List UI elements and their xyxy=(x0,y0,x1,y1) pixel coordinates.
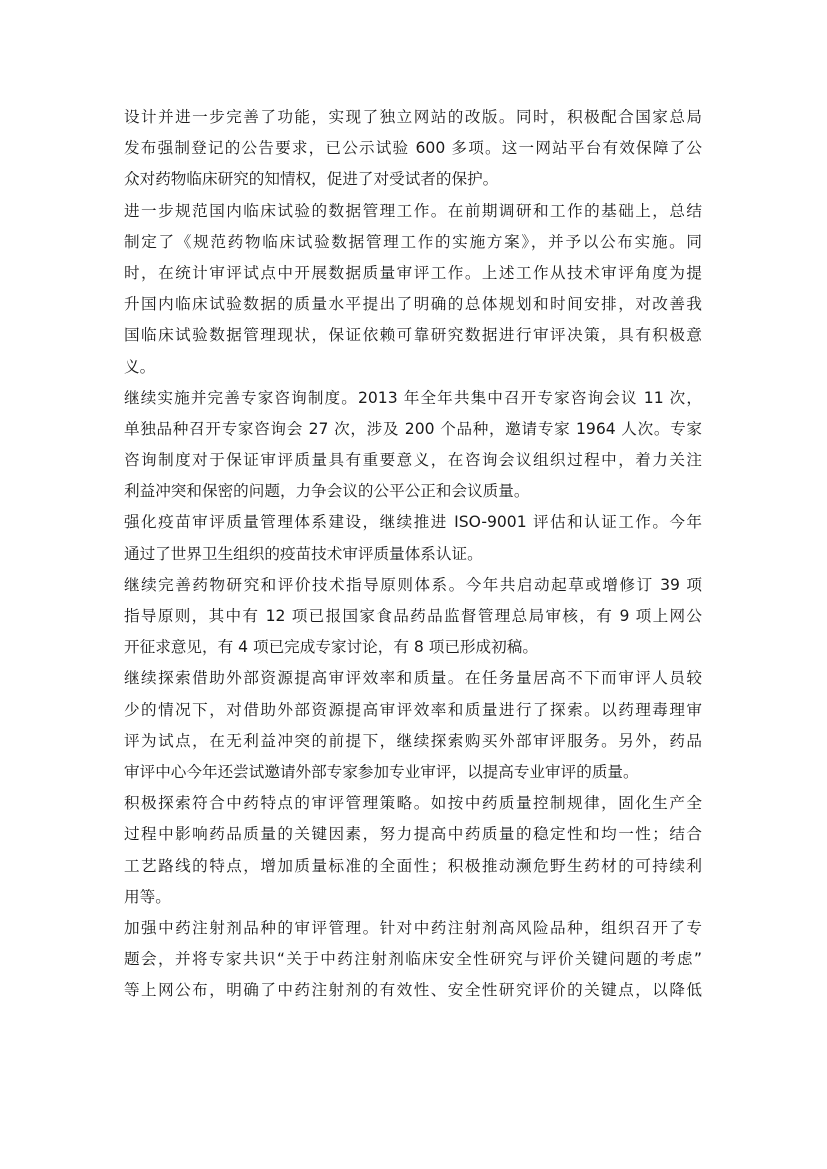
text-line: 众对药物临床研究的知情权，促进了对受试者的保护。 xyxy=(124,170,499,189)
text-line: 开征求意见，有 4 项已完成专家讨论，有 8 项已形成初稿。 xyxy=(124,638,538,657)
text-line: 评为试点，在无利益冲突的前提下，继续探索购买外部审评服务。另外，药品 xyxy=(124,731,702,750)
paragraph xyxy=(124,913,702,1007)
text-line: 指导原则，其中有 12 项已报国家食品药品监督管理总局审核，有 9 项上网公 xyxy=(124,607,702,625)
text-line: 升国内临床试验数据的质量水平提出了明确的总体规划和时间安排，对改善我 xyxy=(124,295,702,314)
text-line: 咨询制度对于保证审评质量具有重要意义，在咨询会议组织过程中，着力关注 xyxy=(124,451,702,470)
text-line: 国临床试验数据管理现状，保证依赖可靠研究数据进行审评决策，具有积极意 xyxy=(124,326,702,345)
text-line: 过程中影响药品质量的关键因素，努力提高中药质量的稳定性和均一性；结合 xyxy=(124,825,702,844)
text-line: 加强中药注射剂品种的审评管理。针对中药注射剂高风险品种，组织召开了专 xyxy=(124,918,702,937)
paragraph xyxy=(124,570,702,664)
text-line: 单独品种召开专家咨询会 27 次，涉及 200 个品种，邀请专家 1964 人次。专家 xyxy=(124,419,702,438)
text-line: 用等。 xyxy=(124,887,171,906)
text-line: 题会，并将专家共识“关于中药注射剂临床安全性研究与评价关键问题的考虑” xyxy=(124,950,702,969)
text-line: 积极探索符合中药特点的审评管理策略。如按中药质量控制规律，固化生产全 xyxy=(124,794,702,813)
text-line: 继续实施并完善专家咨询制度。2013 年全年共集中召开专家咨询会议 11 次， xyxy=(124,388,702,407)
text-line: 强化疫苗审评质量管理体系建设，继续推进 ISO-9001 评估和认证工作。今年 xyxy=(124,513,702,532)
text-line: 等上网公布，明确了中药注射剂的有效性、安全性研究评价的关键点，以降低 xyxy=(124,981,702,1000)
paragraph xyxy=(124,102,702,196)
text-line: 继续完善药物研究和评价技术指导原则体系。今年共启动起草或增修订 39 项 xyxy=(124,575,702,594)
paragraph xyxy=(124,383,702,508)
text-line: 设计并进一步完善了功能，实现了独立网站的改版。同时，积极配合国家总局 xyxy=(124,108,702,126)
paragraph xyxy=(124,663,702,788)
document-body xyxy=(124,102,702,1006)
text-line: 少的情况下，对借助外部资源提高审评效率和质量进行了探索。以药理毒理审 xyxy=(124,700,702,719)
paragraph xyxy=(124,788,702,913)
text-line: 制定了《规范药物临床试验数据管理工作的实施方案》，并予以公布实施。同 xyxy=(124,232,702,251)
text-line: 继续探索借助外部资源提高审评效率和质量。在任务量居高不下而审评人员较 xyxy=(124,669,702,688)
text-line: 进一步规范国内临床试验的数据管理工作。在前期调研和工作的基础上，总结 xyxy=(124,201,702,220)
paragraph xyxy=(124,507,702,569)
text-line: 利益冲突和保密的问题，力争会议的公平公正和会议质量。 xyxy=(124,482,530,501)
paragraph xyxy=(124,196,702,383)
text-line: 通过了世界卫生组织的疫苗技术审评质量体系认证。 xyxy=(124,544,483,563)
text-line: 发布强制登记的公告要求，已公示试验 600 多项。这一网站平台有效保障了公 xyxy=(124,139,702,158)
text-line: 审评中心今年还尝试邀请外部专家参加专业审评，以提高专业审评的质量。 xyxy=(124,762,639,781)
text-line: 时，在统计审评试点中开展数据质量审评工作。上述工作从技术审评角度为提 xyxy=(124,263,702,282)
text-line: 工艺路线的特点，增加质量标准的全面性；积极推动濒危野生药材的可持续利 xyxy=(124,856,702,875)
text-line: 义。 xyxy=(124,357,156,376)
